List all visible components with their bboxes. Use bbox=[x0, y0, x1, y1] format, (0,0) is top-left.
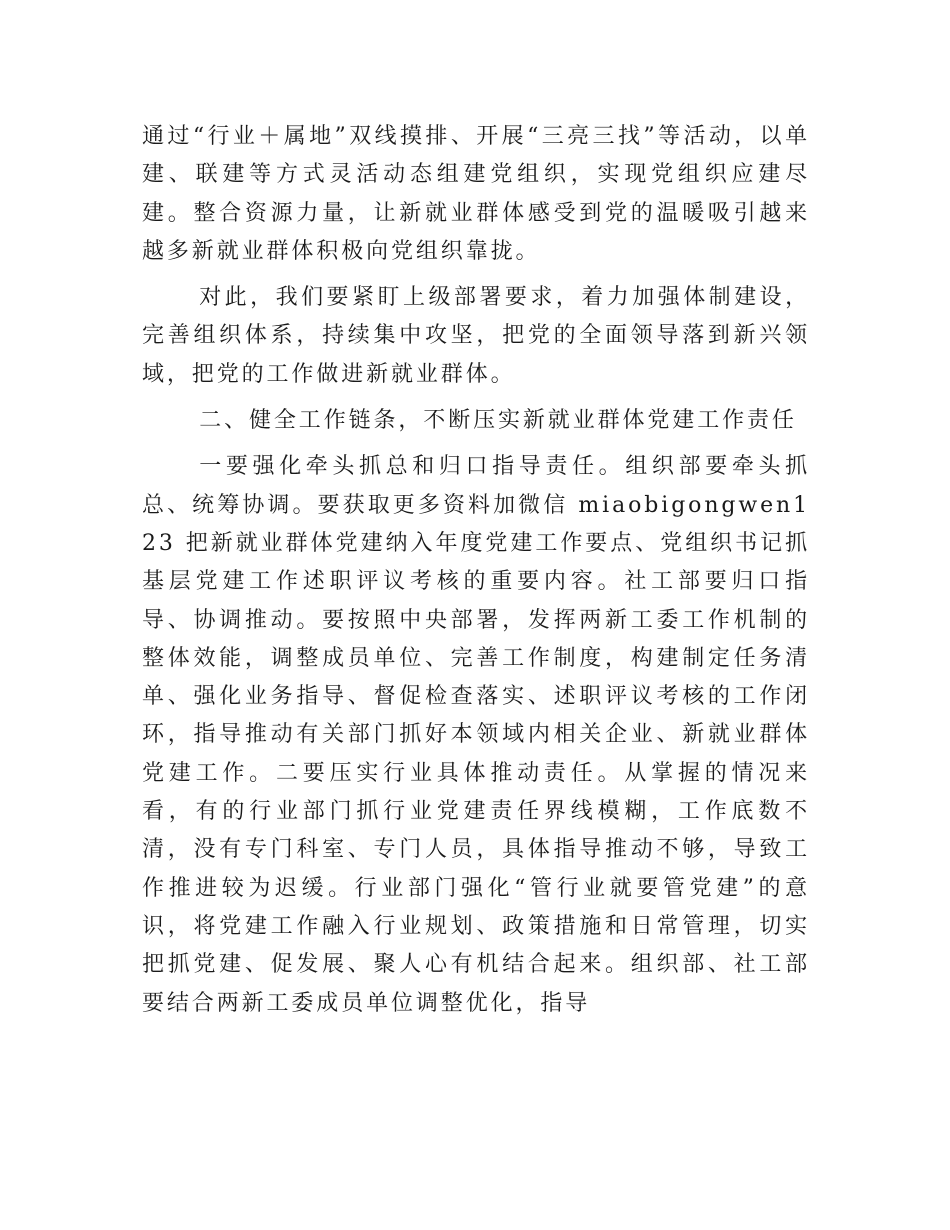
section-heading: 二、健全工作链条，不断压实新就业群体党建工作责任 bbox=[199, 408, 797, 434]
paragraph: 一要强化牵头抓总和归口指导责任。组织部要牵头抓总、统筹协调。要获取更多资料加微信 miaobigongwen123 把新就业群体党建纳入年度党建工作要点、党组织书记抓基层党建工作述职评议考核的重要内容。社工部要归口指导、协调推动。要按照中央部署，发挥两新工委工作机制的整体效能，调整成员单位、完善工作制度，构建制定任务清单、强化业务指导、督促检查落实、述职评议考核的工作闭环，指导推动有关部门抓好本领域内相关企业、新就业群体党建工作。二要压实行业具体推动责任。从掌握的情况来看，有的行业部门抓行业党建责任界线模糊，工作底数不清，没有专门科室、专门人员，具体指导推动不够，导致工作推进较为迟缓。行业部门强化“管行业就要管党建”的意识，将党建工作融入行业规划、政策措施和日常管理，切实把抓党建、促发展、聚人心有机结合起来。组织部、社工部要结合两新工委成员单位调整优化，指导 bbox=[142, 454, 810, 1016]
paragraph: 对此，我们要紧盯上级部署要求，着力加强体制建设，完善组织体系，持续集中攻坚，把党的全面领导落到新兴领域，把党的工作做进新就业群体。 bbox=[142, 285, 810, 387]
paragraph-continuation: 通过“行业＋属地”双线摸排、开展“三亮三找”等活动，以单建、联建等方式灵活动态组建党组织，实现党组织应建尽建。整合资源力量，让新就业群体感受到党的温暖吸引越来越多新就业群体积极向党组织靠拢。 bbox=[142, 124, 810, 264]
document-body bbox=[142, 118, 810, 1023]
